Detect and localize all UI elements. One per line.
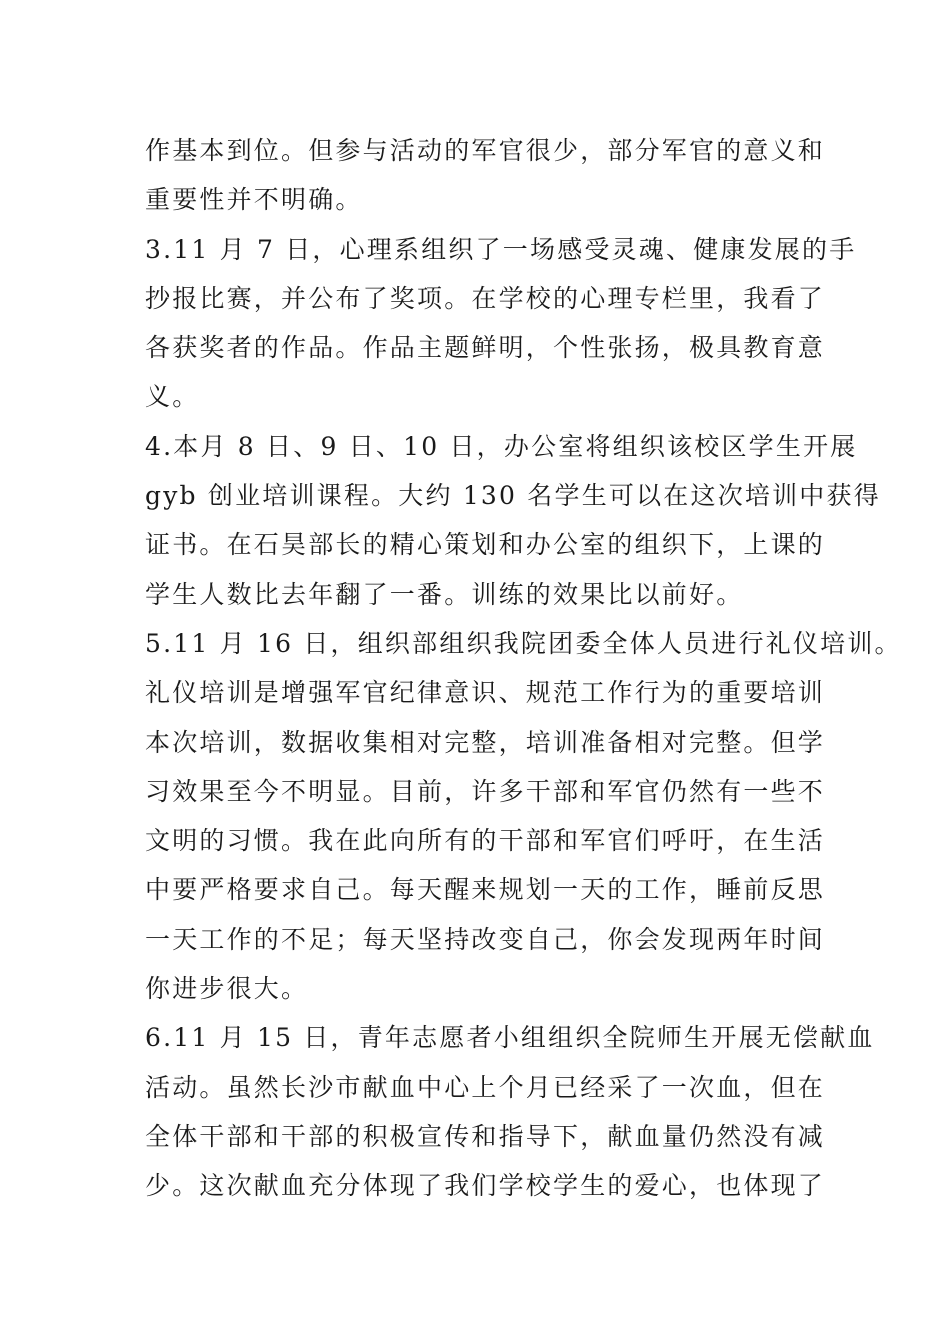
text-line: 活动。虽然长沙市献血中心上个月已经采了一次血，但在: [145, 1072, 826, 1102]
text-line: 全体干部和干部的积极宣传和指导下，献血量仍然没有减: [145, 1121, 826, 1151]
text-line: 学生人数比去年翻了一番。训练的效果比以前好。: [145, 579, 744, 609]
text-line: 6.11 月 15 日，青年志愿者小组组织全院师生开展无偿献血: [145, 1023, 875, 1053]
text-line: 5.11 月 16 日，组织部组织我院团委全体人员进行礼仪培训。: [145, 628, 902, 658]
text-line: 义。: [145, 382, 200, 412]
text-line: 你进步很大。: [145, 974, 309, 1004]
text-line: 抄报比赛，并公布了奖项。在学校的心理专栏里，我看了: [145, 283, 826, 313]
text-line: 文明的习惯。我在此向所有的干部和军官们呼吁，在生活: [145, 826, 826, 856]
text-line: gyb 创业培训课程。大约 130 名学生可以在这次培训中获得: [145, 481, 881, 511]
text-line: 各获奖者的作品。作品主题鲜明，个性张扬，极具教育意: [145, 333, 826, 363]
text-line: 礼仪培训是增强军官纪律意识、规范工作行为的重要培训: [145, 678, 826, 708]
text-line: 证书。在石昊部长的精心策划和办公室的组织下，上课的: [145, 530, 826, 560]
text-line: 一天工作的不足；每天坚持改变自己，你会发现两年时间: [145, 924, 826, 954]
text-line: 少。这次献血充分体现了我们学校学生的爱心，也体现了: [145, 1171, 826, 1201]
text-line: 作基本到位。但参与活动的军官很少，部分军官的意义和: [145, 136, 826, 165]
body-text: [145, 126, 902, 1211]
text-line: 4.本月 8 日、9 日、10 日，办公室将组织该校区学生开展: [145, 431, 858, 461]
text-line: 本次培训，数据收集相对完整，培训准备相对完整。但学: [145, 727, 826, 757]
text-line: 3.11 月 7 日，心理系组织了一场感受灵魂、健康发展的手: [145, 234, 857, 264]
text-line: 中要严格要求自己。每天醒来规划一天的工作，睡前反思: [145, 875, 826, 905]
text-line: 重要性并不明确。: [145, 185, 363, 215]
text-line: 习效果至今不明显。目前，许多干部和军官仍然有一些不: [145, 776, 826, 806]
